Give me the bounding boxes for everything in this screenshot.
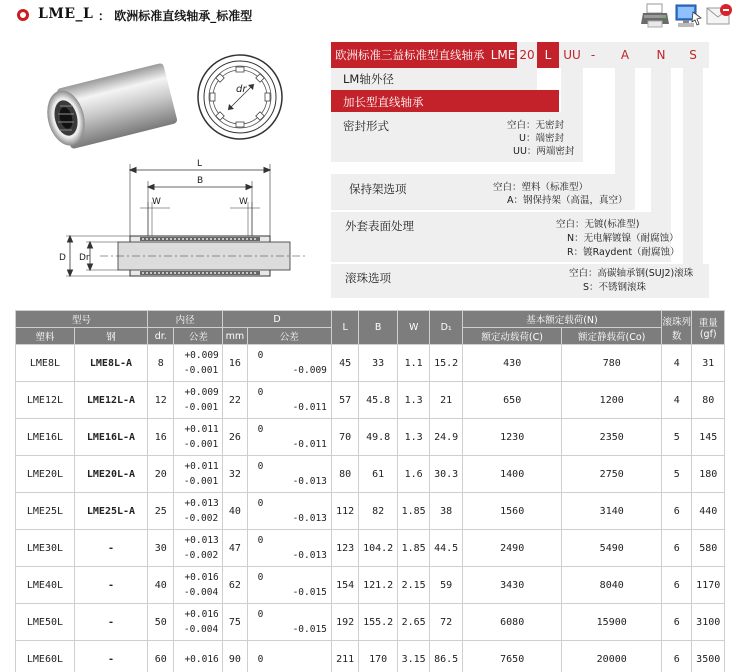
retainer-option: A：钢保持架（高温，真空） — [507, 195, 628, 206]
tolerance-lower: -0.001 — [183, 439, 219, 450]
cell-n: 4 — [661, 345, 691, 382]
surface-option: N：无电解镀镍（耐腐蚀） — [567, 233, 679, 244]
table-row — [16, 641, 725, 672]
seal-label: 密封形式 — [343, 119, 389, 133]
cell-C: 1560 — [462, 493, 562, 530]
cell-tolerance — [174, 419, 223, 456]
cell-g: 3100 — [692, 604, 725, 641]
tolerance-upper: 0 — [257, 387, 264, 398]
code-seg-seal: UU — [563, 48, 581, 62]
cell-tolerance — [247, 456, 331, 493]
cell-Co: 2750 — [562, 456, 662, 493]
col-static: 额定静载荷(Co) — [562, 328, 662, 345]
cell-tolerance — [247, 604, 331, 641]
page-title: ： 欧洲标准直线轴承_标准型 — [98, 9, 253, 23]
cell-D: 26 — [223, 419, 247, 456]
cell-C: 3430 — [462, 567, 562, 604]
cell-n: 5 — [661, 419, 691, 456]
cell-B: 170 — [359, 641, 398, 672]
code-seg-ball: S — [689, 48, 697, 62]
cell-Dr: 38 — [430, 493, 463, 530]
cell-Dr: 59 — [430, 567, 463, 604]
surface-option: 空白：无镀(标准型) — [556, 219, 640, 230]
cell-tolerance — [247, 493, 331, 530]
tolerance-upper: +0.011 — [184, 424, 219, 435]
retainer-label: 保持架选项 — [349, 182, 407, 196]
cell-W: 1.85 — [397, 530, 430, 567]
bullet-icon — [17, 9, 29, 21]
tolerance-upper: 0 — [257, 424, 264, 435]
col-mm: mm — [223, 328, 247, 345]
cell-tolerance — [174, 382, 223, 419]
cell-W: 3.15 — [397, 641, 430, 672]
table-row — [16, 382, 725, 419]
cell-g: 440 — [692, 493, 725, 530]
spec-table-body — [16, 345, 725, 672]
tolerance-lower: -0.002 — [183, 513, 219, 524]
cell-dr: 8 — [148, 345, 174, 382]
cell-L: 123 — [331, 530, 358, 567]
cell-B: 121.2 — [359, 567, 398, 604]
ball-option: 空白：高碳轴承钢(SUJ2)滚珠 — [569, 268, 694, 279]
cell-Dr: 72 — [430, 604, 463, 641]
surface-label: 外套表面处理 — [345, 219, 414, 233]
cell-tolerance — [247, 530, 331, 567]
seal-option: U：端密封 — [519, 133, 564, 144]
tolerance-upper: 0 — [257, 572, 264, 583]
col-dr: dr. — [148, 328, 174, 345]
tolerance-upper: +0.009 — [184, 350, 219, 361]
computer-icon[interactable] — [672, 2, 702, 30]
col-B: B — [359, 311, 398, 345]
cell-tolerance — [174, 493, 223, 530]
cell-plastic: LME8L — [16, 345, 75, 382]
cell-plastic: LME30L — [16, 530, 75, 567]
cell-B: 155.2 — [359, 604, 398, 641]
cell-L: 112 — [331, 493, 358, 530]
ball-option: S：不锈钢滚珠 — [583, 282, 647, 293]
cell-C: 1230 — [462, 419, 562, 456]
cell-steel: LME12L-A — [74, 382, 147, 419]
cell-g: 180 — [692, 456, 725, 493]
tolerance-upper: +0.013 — [184, 498, 219, 509]
cell-B: 82 — [359, 493, 398, 530]
col-weight: 重量(gf) — [692, 311, 725, 345]
bore-label: LM轴外径 — [343, 72, 394, 86]
table-row — [16, 604, 725, 641]
col-bore-tol: 公差 — [174, 328, 223, 345]
cell-tolerance — [174, 530, 223, 567]
table-row — [16, 567, 725, 604]
cell-C: 6080 — [462, 604, 562, 641]
cell-tolerance — [247, 345, 331, 382]
label-W2: W — [239, 197, 248, 207]
cell-plastic: LME40L — [16, 567, 75, 604]
tolerance-upper: +0.016 — [184, 653, 219, 665]
cell-Co: 8040 — [562, 567, 662, 604]
cell-D: 16 — [223, 345, 247, 382]
col-model: 型号 — [16, 311, 148, 328]
cell-D: 32 — [223, 456, 247, 493]
bearing-photo — [42, 63, 178, 150]
bearing-illustration — [0, 40, 325, 300]
seal-option: 空白：无密封 — [507, 120, 565, 131]
cell-C: 2490 — [462, 530, 562, 567]
col-rows: 滚珠列数 — [661, 311, 691, 345]
ball-label: 滚珠选项 — [345, 271, 391, 285]
cell-L: 154 — [331, 567, 358, 604]
tolerance-lower: -0.001 — [183, 365, 219, 376]
code-seg-retainer: A — [620, 48, 630, 62]
cell-dr: 60 — [148, 641, 174, 672]
cell-L: 211 — [331, 641, 358, 672]
cell-B: 49.8 — [359, 419, 398, 456]
cell-g: 31 — [692, 345, 725, 382]
col-dynamic: 额定动载荷(C) — [462, 328, 562, 345]
cell-tolerance — [174, 456, 223, 493]
cell-plastic: LME20L — [16, 456, 75, 493]
cell-Co: 780 — [562, 345, 662, 382]
cell-g: 145 — [692, 419, 725, 456]
cell-C: 1400 — [462, 456, 562, 493]
cell-Dr: 24.9 — [430, 419, 463, 456]
cell-plastic: LME12L — [16, 382, 75, 419]
tolerance-lower: -0.002 — [183, 550, 219, 561]
tolerance-upper: +0.013 — [184, 535, 219, 546]
cell-C: 430 — [462, 345, 562, 382]
seal-option: UU：两端密封 — [513, 146, 575, 157]
cell-n: 6 — [661, 604, 691, 641]
cell-W: 1.1 — [397, 345, 430, 382]
col-Dr: D₁ — [430, 311, 463, 345]
cell-W: 1.3 — [397, 419, 430, 456]
cell-Co: 20000 — [562, 641, 662, 672]
cell-L: 70 — [331, 419, 358, 456]
ordering-code-panel — [331, 42, 709, 298]
tolerance-upper: 0 — [257, 350, 264, 361]
label-Dr: Dr — [79, 253, 90, 263]
cell-W: 1.6 — [397, 456, 430, 493]
cell-steel: - — [74, 604, 147, 641]
cell-C: 7650 — [462, 641, 562, 672]
tolerance-upper: 0 — [257, 498, 264, 509]
cell-steel: - — [74, 641, 147, 672]
table-row — [16, 419, 725, 456]
tolerance-lower: -0.011 — [292, 439, 327, 450]
label-dr: dr — [236, 84, 247, 95]
tolerance-lower: -0.011 — [292, 402, 327, 413]
cell-tolerance — [247, 382, 331, 419]
tolerance-upper: +0.009 — [184, 387, 219, 398]
label-B: B — [197, 176, 204, 186]
retainer-option: 空白：塑料（标准型） — [493, 182, 589, 193]
cell-n: 6 — [661, 493, 691, 530]
model-code: LME_L — [38, 6, 94, 22]
cell-Co: 3140 — [562, 493, 662, 530]
tolerance-lower: -0.013 — [292, 513, 327, 524]
tolerance-lower: -0.009 — [292, 365, 327, 376]
cell-tolerance — [174, 345, 223, 382]
spec-table — [15, 310, 725, 672]
code-seg-surface: N — [656, 48, 666, 62]
cell-n: 6 — [661, 530, 691, 567]
table-row — [16, 493, 725, 530]
tolerance-lower: -0.013 — [292, 550, 327, 561]
tolerance-lower: -0.015 — [292, 624, 327, 635]
code-seg-size: 20 — [519, 48, 535, 62]
surface-option: R：镀Raydent（耐腐蚀） — [567, 247, 680, 258]
col-D: D — [223, 311, 332, 328]
col-D-tol: 公差 — [247, 328, 331, 345]
cell-D: 62 — [223, 567, 247, 604]
cell-plastic: LME16L — [16, 419, 75, 456]
cell-steel: - — [74, 567, 147, 604]
code-title: 欧洲标准三益标准型直线轴承 — [331, 42, 491, 68]
cell-B: 33 — [359, 345, 398, 382]
cell-Dr: 15.2 — [430, 345, 463, 382]
cell-Co: 15900 — [562, 604, 662, 641]
cell-B: 104.2 — [359, 530, 398, 567]
col-load: 基本额定载荷(N) — [462, 311, 661, 328]
cell-Dr: 21 — [430, 382, 463, 419]
bearing-end-view — [198, 55, 282, 139]
cell-W: 1.85 — [397, 493, 430, 530]
col-W: W — [397, 311, 430, 345]
cell-L: 80 — [331, 456, 358, 493]
cell-tolerance — [247, 419, 331, 456]
cell-plastic: LME60L — [16, 641, 75, 672]
cell-steel: LME8L-A — [74, 345, 147, 382]
cell-plastic: LME25L — [16, 493, 75, 530]
cell-n: 4 — [661, 382, 691, 419]
col-bore: 内径 — [148, 311, 223, 328]
tolerance-upper: 0 — [257, 535, 264, 546]
label-D: D — [59, 253, 66, 263]
tolerance-upper: 0 — [257, 609, 264, 620]
cell-D: 75 — [223, 604, 247, 641]
cell-Dr: 44.5 — [430, 530, 463, 567]
email-icon[interactable] — [704, 2, 732, 30]
cell-D: 47 — [223, 530, 247, 567]
table-row — [16, 530, 725, 567]
cell-g: 3500 — [692, 641, 725, 672]
table-row — [16, 456, 725, 493]
cell-dr: 20 — [148, 456, 174, 493]
cell-L: 192 — [331, 604, 358, 641]
code-seg-long: L — [537, 42, 559, 68]
cell-tolerance — [247, 641, 331, 672]
cell-L: 45 — [331, 345, 358, 382]
cell-tolerance — [174, 641, 223, 672]
cell-D: 40 — [223, 493, 247, 530]
col-plastic: 塑料 — [16, 328, 75, 345]
cell-D: 22 — [223, 382, 247, 419]
cell-W: 1.3 — [397, 382, 430, 419]
code-seg-dash: - — [590, 48, 596, 62]
page-header — [0, 0, 732, 36]
tolerance-lower: -0.004 — [183, 587, 219, 598]
cell-steel: LME20L-A — [74, 456, 147, 493]
cell-W: 2.15 — [397, 567, 430, 604]
cell-dr: 40 — [148, 567, 174, 604]
label-W1: W — [152, 197, 161, 207]
cell-g: 80 — [692, 382, 725, 419]
cell-n: 6 — [661, 567, 691, 604]
printer-icon[interactable] — [640, 2, 670, 30]
cell-Dr: 30.3 — [430, 456, 463, 493]
tolerance-upper: +0.016 — [184, 609, 219, 620]
cell-dr: 12 — [148, 382, 174, 419]
code-seg-lme: LME — [489, 42, 517, 68]
cell-dr: 16 — [148, 419, 174, 456]
cell-D: 90 — [223, 641, 247, 672]
cell-n: 5 — [661, 456, 691, 493]
cell-tolerance — [247, 567, 331, 604]
cell-dr: 30 — [148, 530, 174, 567]
cell-g: 1170 — [692, 567, 725, 604]
tolerance-lower: -0.015 — [292, 587, 327, 598]
cell-steel: - — [74, 530, 147, 567]
label-L: L — [197, 159, 203, 169]
cell-dr: 50 — [148, 604, 174, 641]
tolerance-lower: -0.004 — [183, 624, 219, 635]
tolerance-upper: 0 — [257, 653, 264, 665]
col-steel: 钢 — [74, 328, 147, 345]
cell-tolerance — [174, 604, 223, 641]
cell-Dr: 86.5 — [430, 641, 463, 672]
tolerance-lower: -0.001 — [183, 402, 219, 413]
cell-B: 45.8 — [359, 382, 398, 419]
tolerance-lower: -0.013 — [292, 476, 327, 487]
cell-L: 57 — [331, 382, 358, 419]
cell-steel: LME16L-A — [74, 419, 147, 456]
cell-B: 61 — [359, 456, 398, 493]
tolerance-upper: 0 — [257, 461, 264, 472]
table-row — [16, 345, 725, 382]
cell-n: 6 — [661, 641, 691, 672]
tolerance-upper: +0.011 — [184, 461, 219, 472]
cell-Co: 1200 — [562, 382, 662, 419]
cell-plastic: LME50L — [16, 604, 75, 641]
tolerance-lower: -0.001 — [183, 476, 219, 487]
cell-Co: 2350 — [562, 419, 662, 456]
cell-Co: 5490 — [562, 530, 662, 567]
cell-dr: 25 — [148, 493, 174, 530]
long-label: 加长型直线轴承 — [343, 95, 424, 109]
cell-steel: LME25L-A — [74, 493, 147, 530]
cell-W: 2.65 — [397, 604, 430, 641]
tolerance-upper: +0.016 — [184, 572, 219, 583]
cell-tolerance — [174, 567, 223, 604]
cell-g: 580 — [692, 530, 725, 567]
bearing-side-drawing — [66, 164, 305, 276]
cell-C: 650 — [462, 382, 562, 419]
col-L: L — [331, 311, 358, 345]
